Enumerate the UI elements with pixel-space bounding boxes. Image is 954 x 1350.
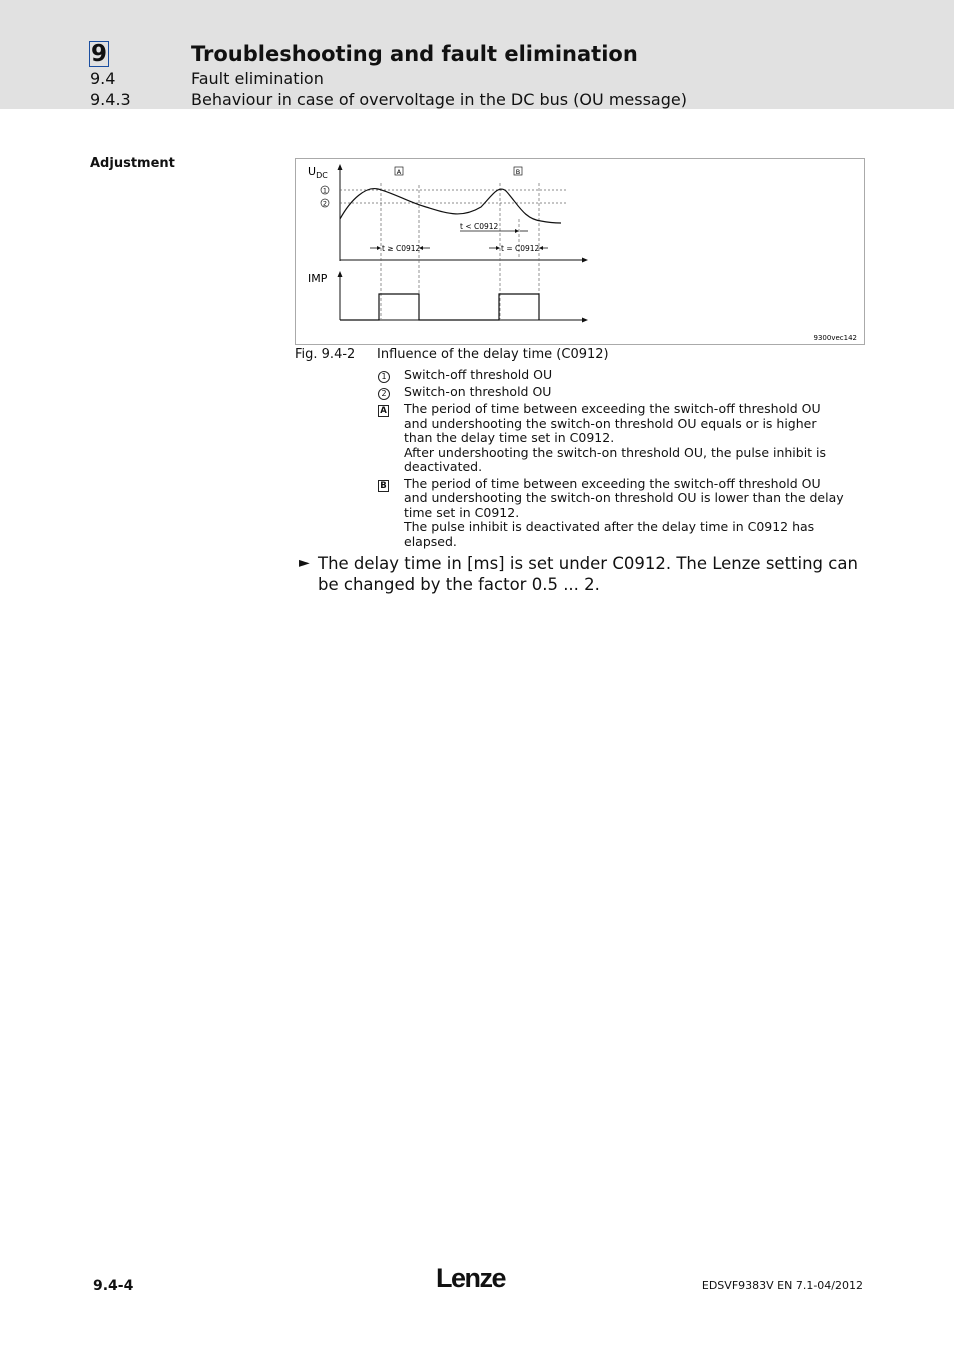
- legend-symbol-1: 1: [378, 371, 390, 383]
- note-paragraph: [299, 553, 859, 595]
- figure-diagram: [295, 158, 865, 345]
- figure-caption-number: Fig. 9.4-2: [295, 347, 356, 362]
- figure-caption-text: Influence of the delay time (C0912): [377, 347, 609, 362]
- imp-label: IMP: [308, 272, 328, 285]
- legend-text: The pulse inhibit is deactivated after the delay time in C0912 has elapsed.: [404, 519, 815, 549]
- note-text: The delay time in [ms] is set under C0912. The Lenze setting can be changed by the factor 0.5 ... 2.: [318, 554, 858, 594]
- legend-symbol-b: B: [378, 480, 389, 492]
- udc-y-axis-arrow: [338, 164, 343, 170]
- legend-symbol-a: A: [378, 405, 389, 417]
- legend-item: [378, 402, 848, 475]
- t-arrowhead-a-left: [377, 246, 381, 250]
- threshold-1-label: 1: [322, 186, 328, 195]
- side-label: Adjustment: [90, 156, 175, 171]
- legend-text: The period of time between exceeding the switch-off threshold OU and undershooting the switch-on threshold OU is lower than the delay time set in C0912.: [404, 475, 844, 520]
- imp-y-axis-arrow: [338, 271, 343, 277]
- footer-document-id: EDSVF9383V EN 7.1-04/2012: [701, 1279, 863, 1292]
- legend-text: Switch-off threshold OU: [404, 367, 553, 382]
- t-arrowhead-b-right: [539, 246, 543, 250]
- udc-label: $U_{DC}$: [308, 165, 328, 180]
- chapter-title: Troubleshooting and fault elimination: [191, 42, 638, 66]
- legend-text: Switch-on threshold OU: [404, 384, 552, 399]
- legend-text: The period of time between exceeding the switch-off threshold OU and undershooting the switch-on threshold OU equals or is higher than the delay time set in C0912.: [404, 401, 821, 445]
- imp-x-axis-arrow: [582, 318, 588, 323]
- t-label-a: t ≥ C0912: [382, 244, 421, 253]
- t-label-b: t = C0912: [501, 244, 540, 253]
- section-number: 9.4: [90, 69, 116, 88]
- voltage-curve: [340, 189, 561, 223]
- chapter-number[interactable]: 9: [91, 41, 108, 67]
- section-title: Fault elimination: [191, 69, 324, 88]
- triangle-bullet-icon: ►: [299, 555, 310, 571]
- legend-item: [378, 385, 848, 400]
- marker-a-label: A: [396, 168, 402, 176]
- figure-image-id: 9300vec142: [813, 334, 857, 342]
- subsection-title: Behaviour in case of overvoltage in the DC bus (OU message): [191, 90, 687, 109]
- udc-x-axis-arrow: [582, 258, 588, 263]
- timing-diagram: [296, 159, 864, 344]
- legend-item: [378, 368, 848, 383]
- threshold-2-label: 2: [322, 199, 328, 208]
- figure-legend: [378, 368, 848, 551]
- legend-item: [378, 477, 848, 550]
- legend-text: After undershooting the switch-on threshold OU, the pulse inhibit is deactivated.: [404, 444, 827, 474]
- legend-symbol-2: 2: [378, 388, 390, 400]
- marker-b-label: B: [515, 168, 521, 176]
- lenze-logo: Lenze: [436, 1263, 506, 1293]
- t-label-b-top: t < C0912: [460, 222, 499, 231]
- t-arrowhead-b-top: [515, 229, 519, 233]
- footer-page-number: 9.4-4: [93, 1278, 134, 1294]
- subsection-number: 9.4.3: [90, 90, 131, 109]
- t-arrowhead-b-left: [496, 246, 500, 250]
- imp-pulse-signal: [340, 294, 539, 320]
